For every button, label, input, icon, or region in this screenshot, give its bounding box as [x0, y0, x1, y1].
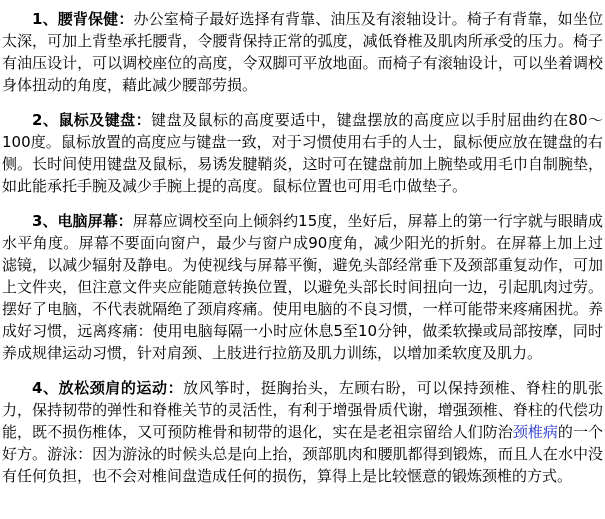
paragraph-1-heading: 1、腰背保健：: [32, 10, 134, 28]
paragraph-1: [2, 8, 603, 96]
paragraph-4: [2, 377, 603, 487]
paragraph-4-text: 放风筝时，挺胸抬头，左顾右盼，可以保持颈椎、脊柱的肌张力，保持韧带的弹性和脊椎关节的灵活性，有利于增强骨质代谢，增强颈椎、脊柱的代偿功能，既不损伤椎体，又可预防椎骨和韧带的退化，实在是老祖宗留给人们防治: [2, 379, 603, 441]
paragraph-4-text: 的一个好方。游泳：因为游泳的时候头总是向上抬，颈部肌肉和腰肌都得到锻炼，而且人在水中没有任何负担，也不会对椎间盘造成任何的损伤，算得上是比较惬意的锻炼颈椎的方式。: [2, 423, 603, 485]
paragraph-2-text: 键盘及鼠标的高度要适中，键盘摆放的高度应以手肘屈曲约在80～100度。鼠标放置的高度应与键盘一致，对于习惯使用右手的人士，鼠标便应放在键盘的右侧。长时间使用键盘及鼠标，易诱发腱鞘炎，这时可在键盘前加上腕垫或用毛巾自制腕垫，如此能承托手腕及减少手腕上提的高度。鼠标位置也可用毛巾做垫子。: [2, 111, 603, 195]
cervical-spondylosis-link[interactable]: 颈椎病: [512, 423, 558, 441]
article-body: [2, 8, 603, 487]
paragraph-3-heading: 3、电脑屏幕：: [32, 212, 133, 230]
paragraph-2-heading: 2、鼠标及键盘：: [32, 111, 152, 129]
paragraph-3-text: 屏幕应调校至向上倾斜约15度，坐好后，屏幕上的第一行字就与眼睛成水平角度。屏幕不要面向窗户，最少与窗户成90度角，减少阳光的折射。在屏幕上加上过滤镜，以减少辐射及静电。为使视线与屏幕平衡，避免头部经常垂下及颈部重复动作，可加上文件夹，但注意文件夹应能随意转换位置，以避免头部长时间扭向一边，引起肌肉过劳。摆好了电脑，不代表就隔绝了颈肩疼痛。使用电脑的不良习惯，一样可能带来疼痛困扰。养成好习惯，远离疼痛：使用电脑每隔一小时应休息5至10分钟，做柔软操或局部按摩，同时养成规律运动习惯，针对肩颈、上肢进行拉筋及肌力训练，以增加柔软度及肌力。: [2, 212, 603, 362]
paragraph-2: [2, 109, 603, 197]
paragraph-1-text: 办公室椅子最好选择有背靠、油压及有滚轴设计。椅子有背靠，如坐位太深，可加上背垫承托腰背，令腰背保持正常的弧度，减低脊椎及肌肉所承受的压力。椅子有油压设计，可以调校座位的高度，令双脚可平放地面。而椅子有滚轴设计，可以坐着调校身体扭动的角度，藉此减少腰部劳损。: [2, 10, 603, 94]
paragraph-3: [2, 210, 603, 364]
paragraph-4-heading: 4、放松颈肩的运动：: [32, 379, 184, 397]
